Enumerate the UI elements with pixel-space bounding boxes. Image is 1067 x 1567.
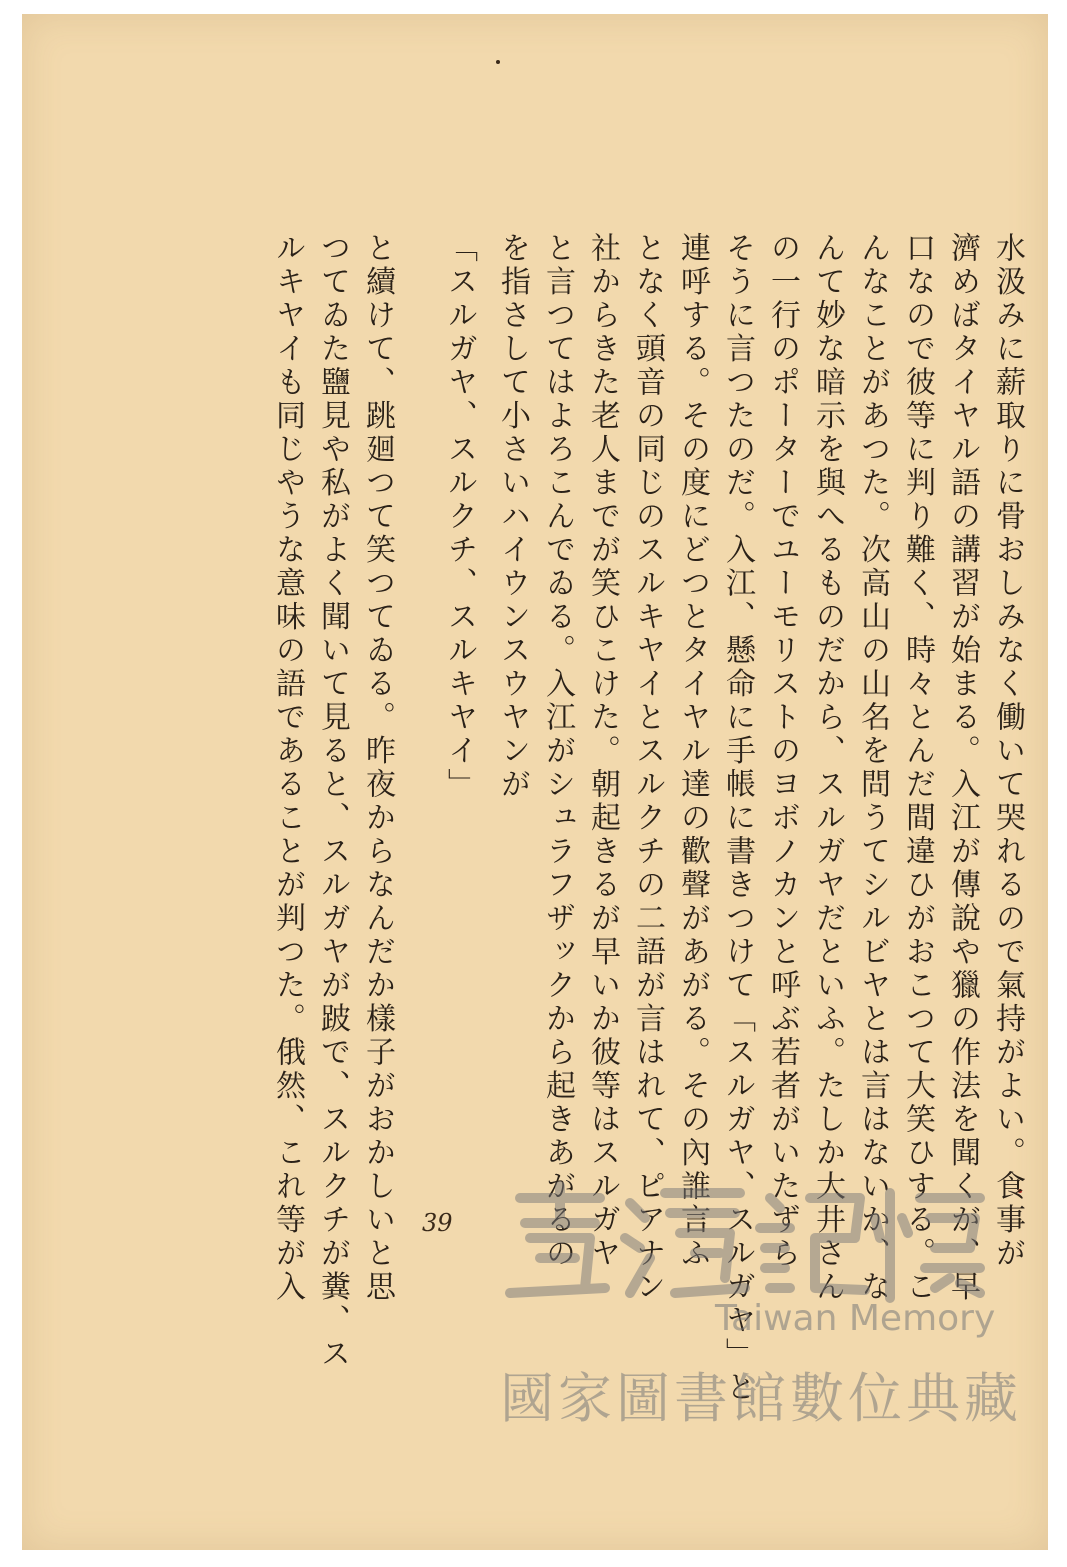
text-column: と續けて、跳廻つて笑つてゐる。昨夜からなんだか樣子がおかしいと思 [360, 232, 395, 1304]
page-number: 39 [422, 1209, 453, 1237]
text-column: 連呼する。その度にどつとタイヤル達の歡聲があがる。その內誰言ふ [675, 232, 710, 1271]
text-column: を指さして小さいハイウンスウヤンが [495, 232, 530, 802]
watermark-calligraphy-logo [480, 1178, 1000, 1308]
text-column: そうに言つたのだ。入江、懸命に手帳に書きつけて「スルガヤ、スルガヤ」と [720, 232, 755, 1405]
text-column: んなことがあつた。次高山の山名を問うてシルビヤとは言はないか、な [855, 232, 890, 1304]
text-column: の一行のポーターでユーモリストのヨボノカンと呼ぶ若者がいたずら [765, 232, 800, 1271]
watermark-chinese-subtitle: 國家圖書館數位典藏 [500, 1367, 1022, 1430]
ink-speck [496, 60, 500, 64]
text-column: 水汲みに薪取りに骨おしみなく働いて哭れるので氣持がよい。食事が [990, 232, 1025, 1271]
text-column: つてゐた鹽見や私がよく聞いて見ると、スルガヤが跛で、スルクチが糞、ス [315, 232, 350, 1371]
watermark-english-title: Taiwan Memory [715, 1298, 996, 1339]
text-column: となく頭音の同じのスルキヤイとスルクチの二語が言はれて、ピアナン [630, 232, 665, 1304]
dialogue-column: 「スルガヤ、スルクチ、スルキヤイ」 [442, 232, 477, 802]
text-column: と言つてはよろこんでゐる。入江がシュラフザックから起きあがるの [540, 232, 575, 1271]
text-column: んて妙な暗示を與へるものだから、スルガヤだといふ。たしか大井さん [810, 232, 845, 1304]
text-column: 濟めばタイヤル語の講習が始まる。入江が傳說や獵の作法を聞くが、早 [945, 232, 980, 1304]
text-column: 社からきた老人までが笑ひこけた。朝起きるが早いか彼等はスルガヤ [585, 232, 620, 1271]
text-column: 口なので彼等に判り難く、時々とんだ間違ひがおこつて大笑ひする。こ [900, 232, 935, 1304]
watermark [480, 1178, 1022, 1448]
text-column: ルキヤイも同じやうな意味の語であることが判つた。俄然、これ等が入 [270, 232, 305, 1304]
